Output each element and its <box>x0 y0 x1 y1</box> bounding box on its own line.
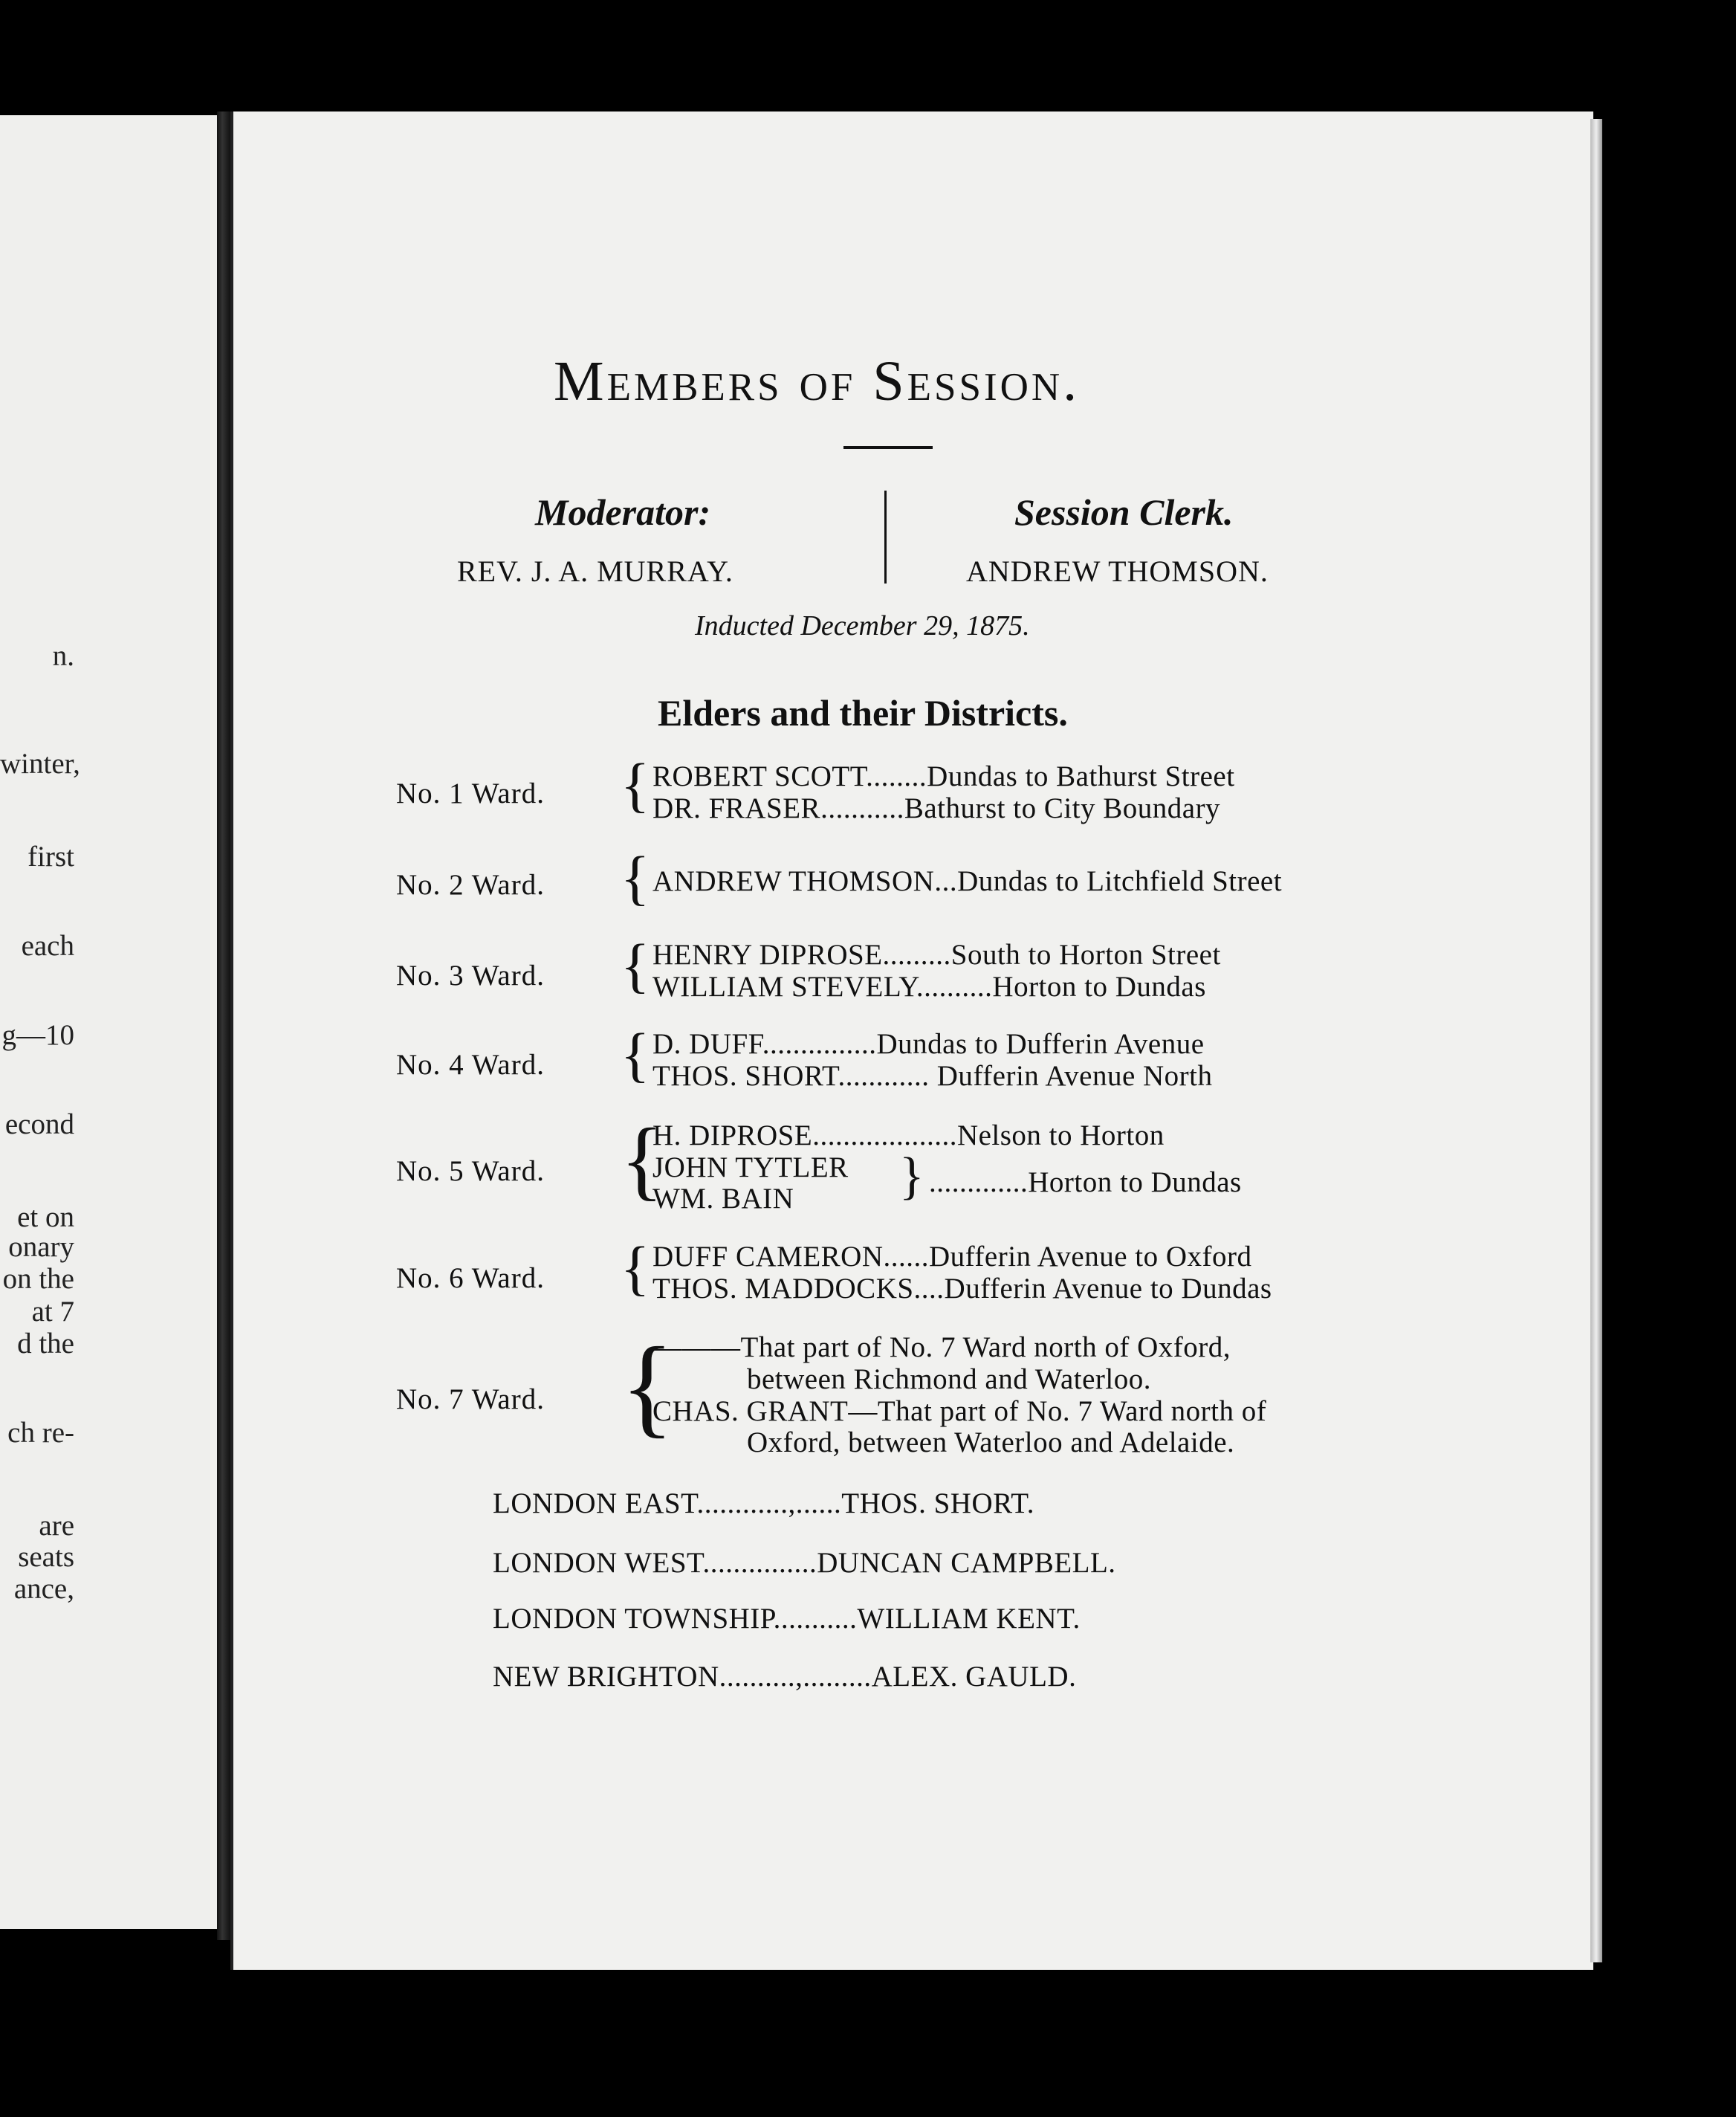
left-fragment: et on <box>17 1201 74 1233</box>
ward-label: No. 4 Ward. <box>396 1049 545 1081</box>
brace: { <box>621 1021 650 1088</box>
title-rule <box>843 446 933 449</box>
left-fragment: ance, <box>13 1573 74 1605</box>
left-fragment: seats <box>18 1541 74 1573</box>
brace-closing: } <box>899 1148 924 1205</box>
brace: { <box>621 751 650 818</box>
district-line: LONDON TOWNSHIP...........WILLIAM KENT. <box>493 1603 1081 1635</box>
ward-label: No. 2 Ward. <box>396 869 545 901</box>
ward-line-shared: .............Horton to Dundas <box>929 1166 1242 1198</box>
ward-label: No. 1 Ward. <box>396 778 545 809</box>
left-fragment: d the <box>17 1328 74 1360</box>
district-line: NEW BRIGHTON..........,.........ALEX. GAULD. <box>493 1661 1077 1693</box>
ward-line: DR. FRASER...........Bathurst to City Boundary <box>652 792 1221 824</box>
ward-line: THOS. MADDOCKS....Dufferin Avenue to Dundas <box>652 1273 1272 1305</box>
ward-label: No. 7 Ward. <box>396 1383 545 1415</box>
left-fragment: at 7 <box>31 1296 74 1328</box>
ward-line: CHAS. GRANT—That part of No. 7 Ward north of <box>652 1395 1267 1427</box>
ward-line: ROBERT SCOTT........Dundas to Bathurst Street <box>652 760 1235 792</box>
left-fragment: n. <box>52 640 74 672</box>
moderator-name: REV. J. A. MURRAY. <box>457 555 733 588</box>
ward-line: ———That part of No. 7 Ward north of Oxford, <box>652 1331 1231 1363</box>
session-clerk-name: ANDREW THOMSON. <box>966 555 1269 588</box>
inducted-date: Inducted December 29, 1875. <box>695 610 1030 641</box>
ward-line: Oxford, between Waterloo and Adelaide. <box>747 1426 1235 1458</box>
brace: { <box>621 1110 664 1209</box>
left-fragment: on the <box>2 1263 74 1295</box>
left-fragment: onary <box>8 1231 74 1263</box>
left-fragment: are <box>39 1510 74 1542</box>
ward-line: H. DIPROSE...................Nelson to Horton <box>652 1119 1165 1151</box>
moderator-heading: Moderator: <box>535 491 711 533</box>
left-facing-page <box>0 115 217 1929</box>
ward-label: No. 6 Ward. <box>396 1262 545 1294</box>
ward-line: HENRY DIPROSE.........South to Horton Street <box>652 939 1221 971</box>
left-fragment: econd <box>4 1108 74 1140</box>
elders-heading: Elders and their Districts. <box>658 692 1068 734</box>
session-clerk-heading: Session Clerk. <box>1014 491 1234 533</box>
district-line: LONDON WEST...............DUNCAN CAMPBELL. <box>493 1547 1116 1579</box>
left-fragment: first <box>27 841 74 873</box>
book-gutter <box>217 111 230 1940</box>
ward-line: DUFF CAMERON......Dufferin Avenue to Oxford <box>652 1241 1252 1273</box>
page-edge <box>1590 119 1602 1962</box>
column-divider <box>884 491 887 584</box>
ward-line: WILLIAM STEVELY..........Horton to Dundas <box>652 971 1206 1003</box>
left-fragment: each <box>21 930 74 962</box>
ward-line: ANDREW THOMSON...Dundas to Litchfield Street <box>652 865 1283 897</box>
ward-line: D. DUFF...............Dundas to Dufferin Avenue <box>652 1028 1205 1060</box>
left-fragment: g—10 <box>1 1019 74 1051</box>
ward-line: THOS. SHORT............ Dufferin Avenue North <box>652 1060 1213 1092</box>
brace: { <box>621 931 650 999</box>
ward-label: No. 3 Ward. <box>396 960 545 992</box>
brace: { <box>621 1325 674 1448</box>
left-fragment: winter, <box>0 748 80 780</box>
ward-line: JOHN TYTLER <box>652 1151 849 1183</box>
ward-label: No. 5 Ward. <box>396 1155 545 1187</box>
ward-line: between Richmond and Waterloo. <box>747 1363 1151 1395</box>
left-fragment: ch re- <box>7 1417 74 1449</box>
brace: { <box>621 1234 650 1302</box>
page-title: Members of Session. <box>554 350 1081 413</box>
district-line: LONDON EAST............,......THOS. SHORT. <box>493 1487 1034 1519</box>
brace: { <box>621 844 650 911</box>
ward-line: WM. BAIN <box>652 1183 794 1215</box>
